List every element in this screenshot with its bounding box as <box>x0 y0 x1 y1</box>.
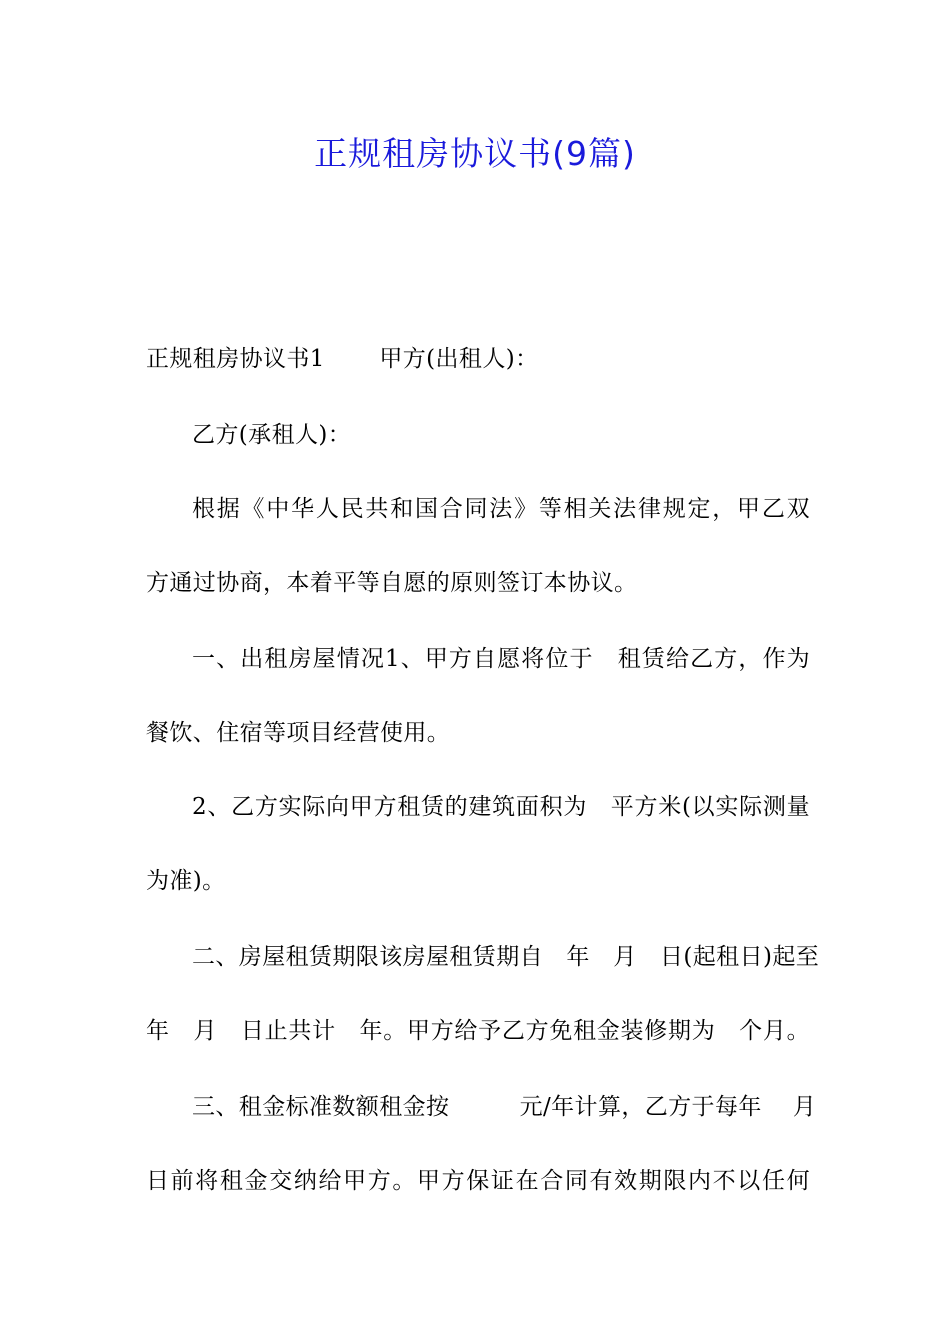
body-line-12: 日前将租金交纳给甲方。甲方保证在合同有效期限内不以任何 <box>146 1168 810 1194</box>
body-line-3: 根据《中华人民共和国合同法》等相关法律规定，甲乙双 <box>192 496 810 522</box>
body-line-1: 正规租房协议书1 甲方(出租人)： <box>146 346 539 372</box>
body-line-10: 年 月 日止共计 年。甲方给予乙方免租金装修期为 个月。 <box>146 1018 810 1044</box>
body-line-7: 2、乙方实际向甲方租赁的建筑面积为 平方米(以实际测量 <box>192 794 810 820</box>
body-line-2: 乙方(承租人)： <box>192 422 352 448</box>
body-line-4: 方通过协商，本着平等自愿的原则签订本协议。 <box>146 570 638 596</box>
body-line-5: 一、出租房屋情况1、甲方自愿将位于 租赁给乙方，作为 <box>192 646 810 672</box>
body-line-6: 餐饮、住宿等项目经营使用。 <box>146 720 451 746</box>
body-line-9: 二、房屋租赁期限该房屋租赁期自 年 月 日(起租日)起至 <box>192 944 820 970</box>
body-line-8: 为准)。 <box>146 868 226 894</box>
document-title: 正规租房协议书(9篇) <box>314 134 636 173</box>
body-line-11: 三、租金标准数额租金按 元/年计算，乙方于每年 月 <box>192 1094 817 1120</box>
